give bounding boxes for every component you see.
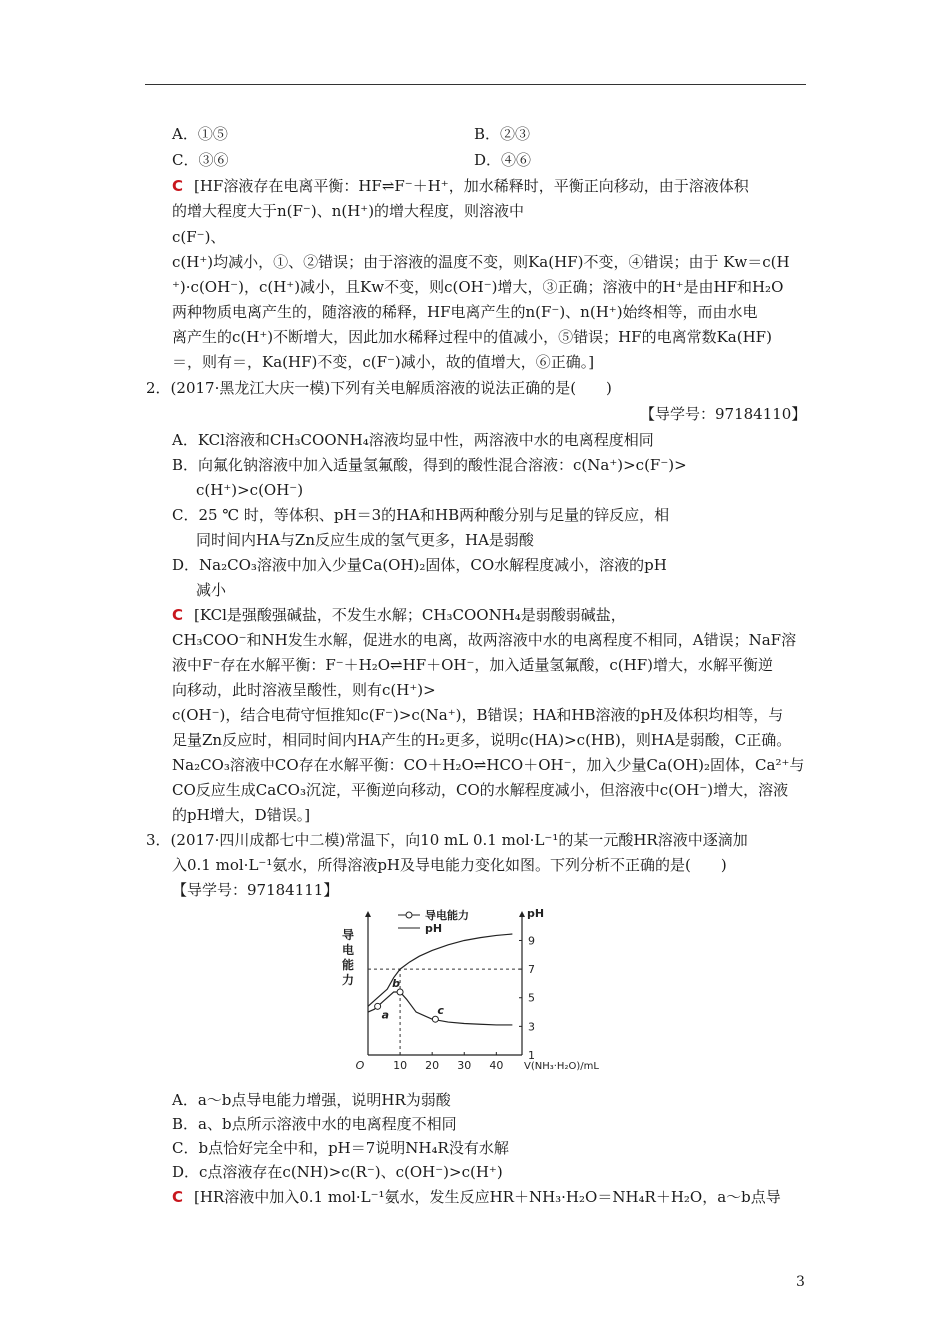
q2-option-c: C．25 ℃ 时，等体积、pH＝3的HA和HB两种酸分别与足量的锌反应，相 [172, 506, 670, 524]
q1-explanation-line: ＝，则有＝，Ka(HF)不变，c(F⁻)减小，故的值增大，⑥正确。] [172, 353, 595, 371]
left-axis-label-char: 电 [341, 943, 355, 957]
left-axis-label-char: 力 [341, 973, 355, 987]
q1-option-c: C．③⑥ [172, 151, 229, 169]
legend-ph-label: pH [425, 922, 443, 935]
x-tick-label: 40 [489, 1059, 504, 1072]
q3-stem-cont: 入0.1 mol·L⁻¹氨水，所得溶液pH及导电能力变化如图。下列分析不正确的是( ) [172, 856, 727, 874]
q2-guide-number: 【导学号：97184110】 [640, 405, 807, 423]
q2-explanation-line: c(OH⁻)，结合电荷守恒推知c(F⁻)>c(Na⁺)，B错误；HA和HB溶液的pH及体积均相等，与 [172, 706, 784, 724]
left-axis-label-char: 能 [341, 958, 355, 972]
ph-tick-label: 3 [528, 1020, 535, 1034]
ph-tick-label: 5 [528, 991, 535, 1005]
origin-label: O [355, 1059, 365, 1072]
q1-explanation-line: [HF溶液存在电离平衡：HF⇌F⁻＋H⁺，加水稀释时，平衡正向移动，由于溶液体积 [194, 177, 749, 195]
ph-tick-label: 1 [528, 1049, 535, 1062]
q1-explanation-line: c(H⁺)均减小，①、②错误；由于溶液的温度不变，则Ka(HF)不变，④错误；由于 Kw＝c(H [172, 253, 790, 271]
point-label-b: b [392, 977, 400, 991]
q2-stem: 2．(2017·黑龙江大庆一模)下列有关电解质溶液的说法正确的是( ) [146, 379, 612, 397]
q2-explanation-line: 足量Zn反应时，相同时间内HA产生的H₂更多，说明c(HA)>c(HB)，则HA是弱酸，C正确。 [172, 731, 792, 749]
q2-explanation-line: CH₃COO⁻和NH发生水解，促进水的电离，故两溶液中水的电离程度不相同，A错误；NaF溶 [172, 631, 797, 649]
q3-stem: 3．(2017·四川成都七中二模)常温下，向10 mL 0.1 mol·L⁻¹的某一元酸HR溶液中逐滴加 [146, 831, 748, 849]
q2-explanation-line: 向移动，此时溶液呈酸性，则有c(H⁺)> [172, 681, 436, 699]
x-tick-label: 20 [425, 1059, 440, 1072]
q3-answer: C [172, 1188, 184, 1206]
legend-conductivity-marker [406, 912, 412, 918]
q2-explanation-line: 液中F⁻存在水解平衡：F⁻＋H₂O⇌HF＋OH⁻，加入适量氢氟酸，c(HF)增大，水解平衡逆 [172, 656, 773, 674]
point-a [375, 1003, 381, 1009]
legend-conductivity-label: 导电能力 [425, 909, 469, 922]
q1-explanation-line: 的增大程度大于n(F⁻)、n(H⁺)的增大程度，则溶液中 [172, 202, 525, 220]
q2-option-b: B．向氟化钠溶液中加入适量氢氟酸，得到的酸性混合溶液：c(Na⁺)>c(F⁻)> [172, 456, 687, 474]
q3-option-d: D．c点溶液存在c(NH)>c(R⁻)、c(OH⁻)>c(H⁺) [172, 1163, 503, 1181]
q1-option-d: D．④⑥ [474, 151, 532, 169]
point-label-c: c [437, 1004, 444, 1018]
header-rule [145, 84, 806, 85]
point-label-a: a [381, 1008, 390, 1022]
q1-option-b: B．②③ [474, 125, 531, 143]
q1-explanation-line: c(F⁻)、 [172, 228, 226, 246]
q3-explanation-line: [HR溶液中加入0.1 mol·L⁻¹氨水，发生反应HR＋NH₃·H₂O＝NH₄R＋H₂O，a～b点导 [194, 1188, 781, 1206]
q3-option-c: C．b点恰好完全中和，pH＝7说明NH₄R没有水解 [172, 1139, 509, 1157]
ph-tick-label: 7 [528, 963, 535, 977]
q1-explanation-line: 离产生的c(H⁺)不断增大，因此加水稀释过程中的值减小，⑤错误；HF的电离常数Ka(HF) [172, 328, 772, 346]
left-axis-label-char: 导 [341, 928, 355, 942]
q1-answer: C [172, 177, 184, 195]
x-tick-label: 10 [393, 1059, 408, 1072]
q3-option-b: B．a、b点所示溶液中水的电离程度不相同 [172, 1115, 457, 1133]
page-number: 3 [796, 1274, 805, 1290]
q1-option-a: A．①⑤ [172, 125, 228, 143]
q2-answer: C [172, 606, 184, 624]
q1-explanation-line: 两种物质电离产生的，随溶液的稀释，HF电离产生的n(F⁻)、n(H⁺)始终相等，而由水电 [172, 303, 758, 321]
q3-option-a: A．a～b点导电能力增强，说明HR为弱酸 [172, 1091, 451, 1109]
x-tick-label: 30 [457, 1059, 472, 1072]
q2-explanation-line: Na₂CO₃溶液中CO存在水解平衡：CO＋H₂O⇌HCO＋OH⁻，加入少量Ca(OH)₂固体，Ca²⁺与 [172, 756, 805, 774]
x-axis-label: V(NH₃·H₂O)/mL [524, 1061, 599, 1072]
q2-option-a: A．KCl溶液和CH₃COONH₄溶液均显中性，两溶液中水的电离程度相同 [172, 431, 654, 449]
q1-explanation-line: ⁺)·c(OH⁻)，c(H⁺)减小，且Kw不变，则c(OH⁻)增大，③正确；溶液中的H⁺是由HF和H₂O [172, 278, 784, 296]
q2-option-d-cont: 减小 [196, 581, 227, 599]
q3-guide-number: 【导学号：97184111】 [172, 881, 339, 899]
q2-explanation-line: 的pH增大，D错误。] [172, 806, 311, 824]
q2-explanation-line: CO反应生成CaCO₃沉淀，平衡逆向移动，CO的水解程度减小，但溶液中c(OH⁻)增大，溶液 [172, 781, 789, 799]
left-axis-arrow [365, 911, 371, 917]
conductivity-ph-chart [330, 905, 620, 1080]
q2-option-c-cont: 同时间内HA与Zn反应生成的氢气更多，HA是弱酸 [196, 531, 534, 549]
right-axis-label: pH [527, 907, 545, 920]
q2-option-b-cont: c(H⁺)>c(OH⁻) [196, 481, 304, 499]
q2-explanation-line: [KCl是强酸强碱盐，不发生水解；CH₃COONH₄是弱酸弱碱盐， [194, 606, 626, 624]
right-axis-arrow [519, 911, 525, 917]
ph-tick-label: 9 [528, 934, 535, 948]
q2-option-d: D．Na₂CO₃溶液中加入少量Ca(OH)₂固体，CO水解程度减小，溶液的pH [172, 556, 667, 574]
